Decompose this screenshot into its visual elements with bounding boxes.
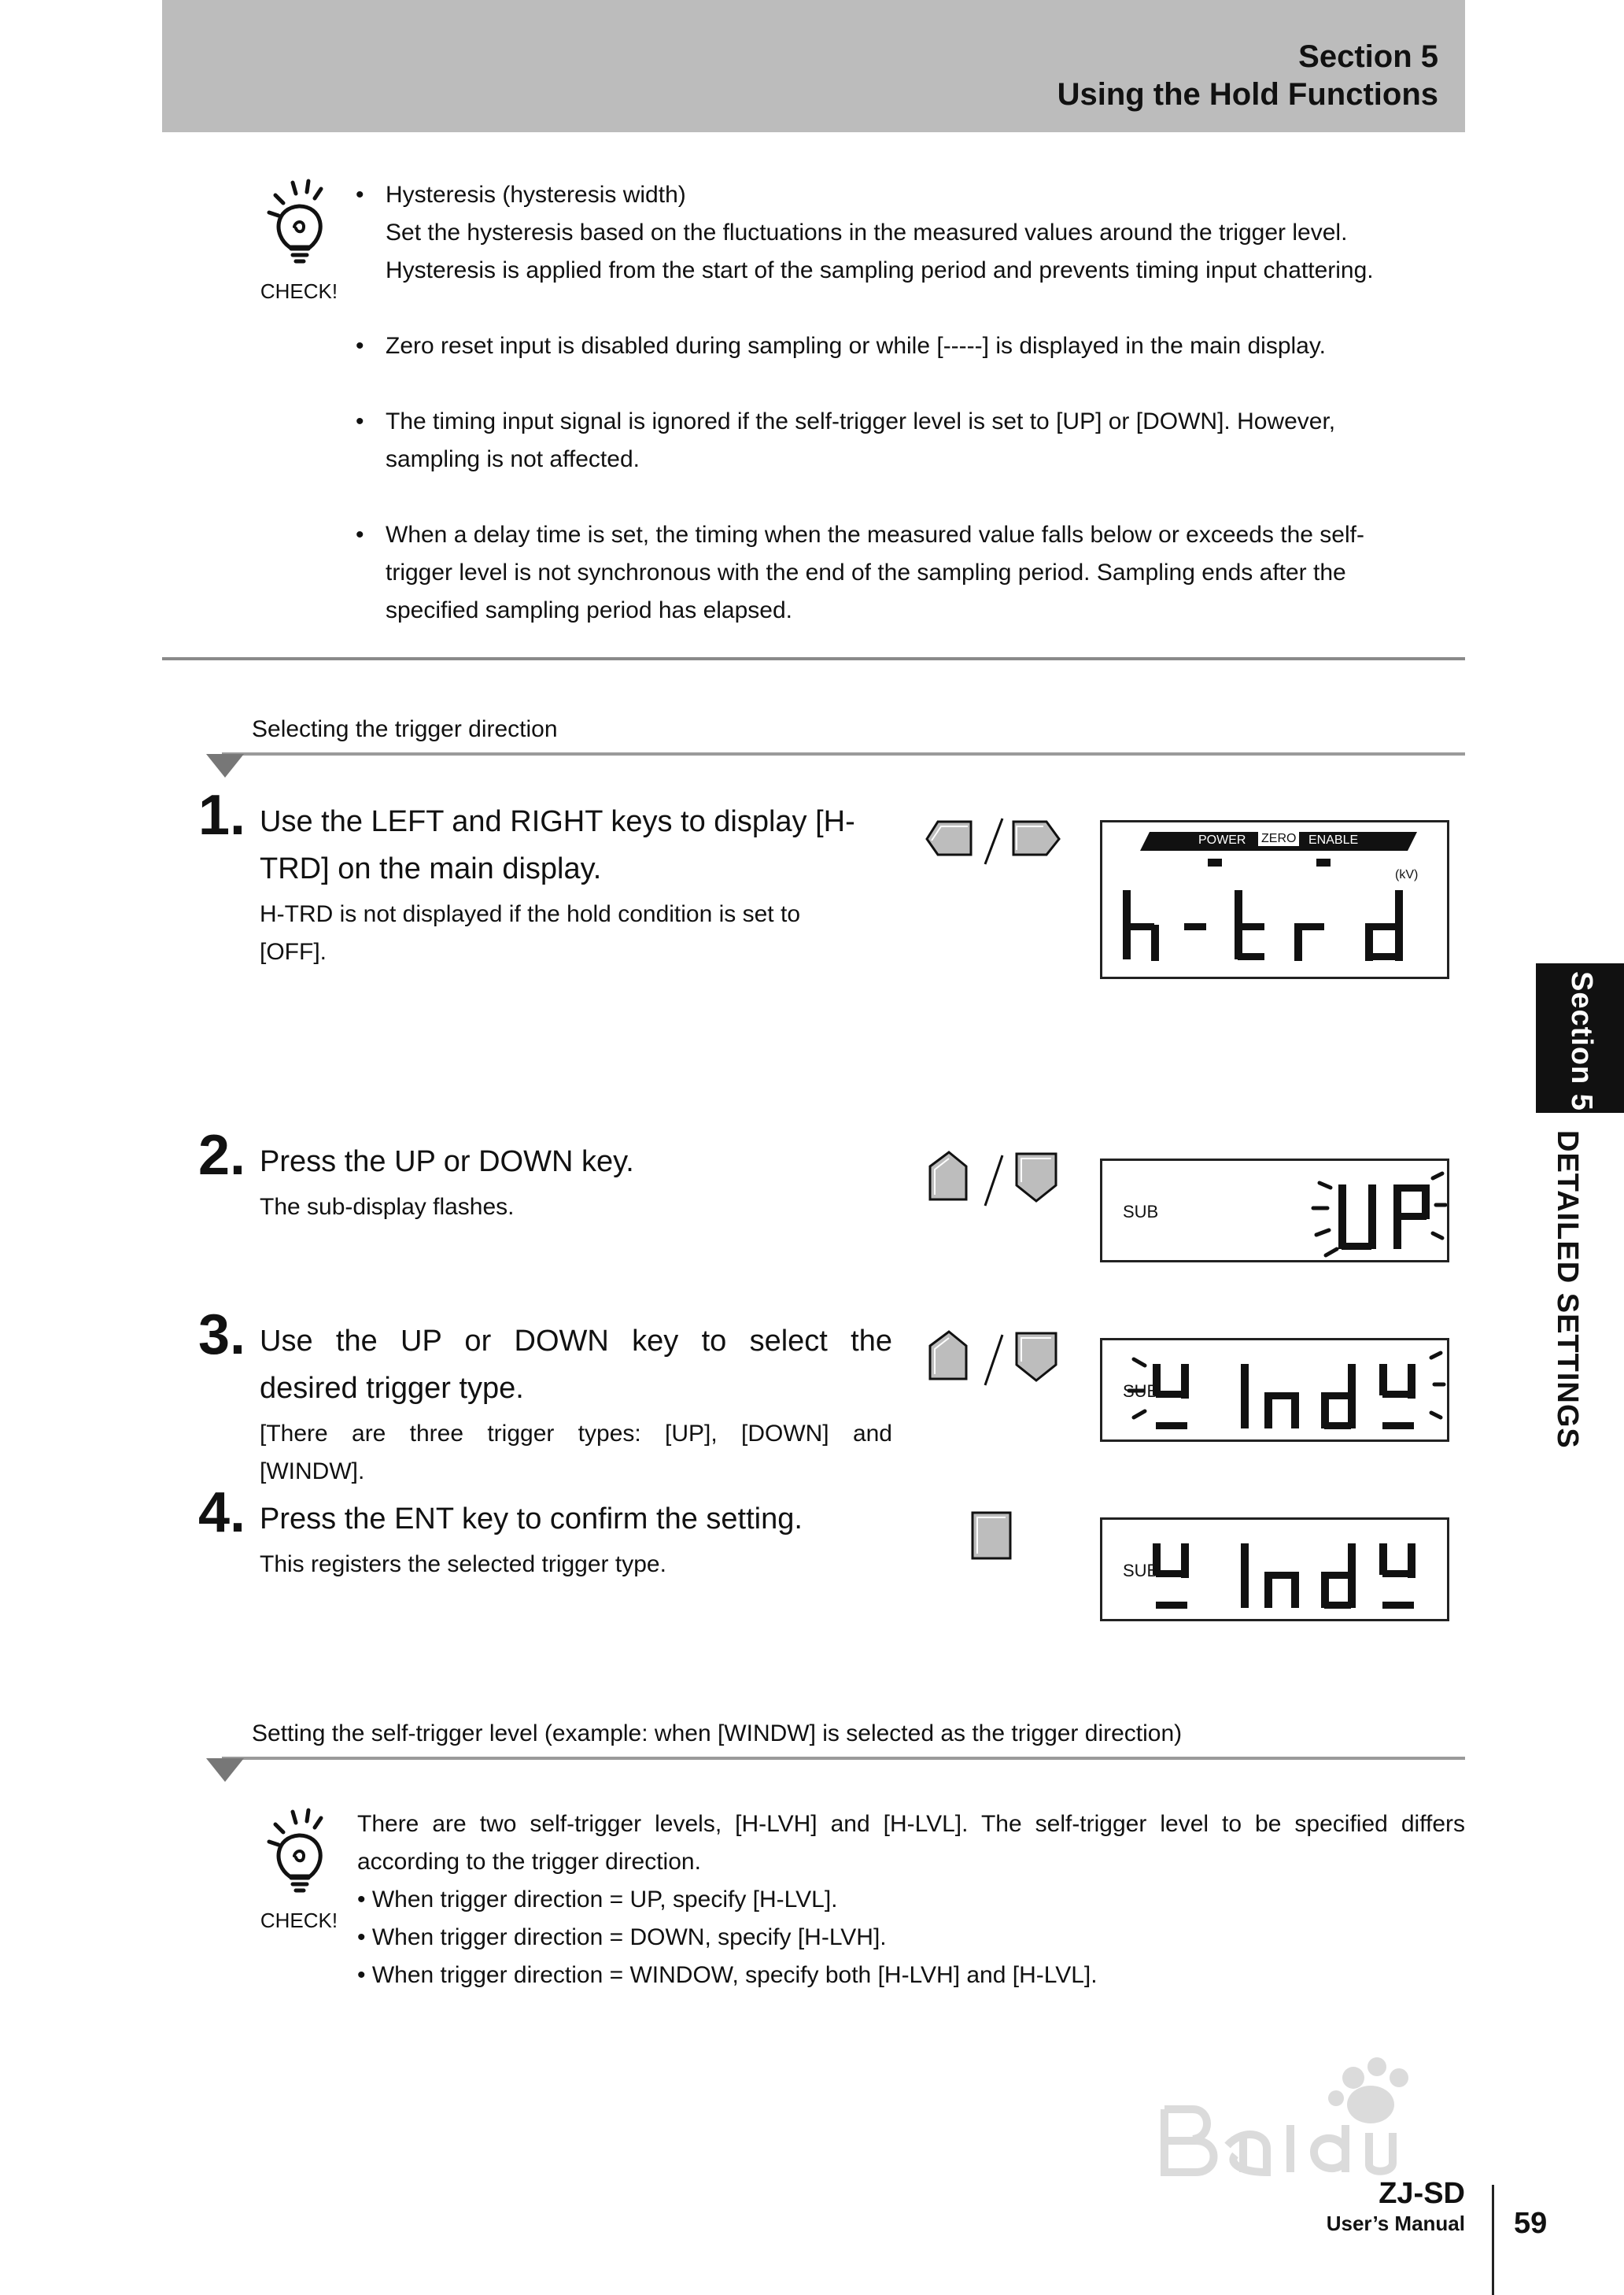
subsection-rule xyxy=(222,1757,1465,1760)
header-title: Using the Hold Functions xyxy=(1057,77,1438,112)
slash-separator xyxy=(985,1155,1002,1206)
step-line: Use the UP or DOWN key to select the xyxy=(260,1325,892,1358)
step-line: This registers the selected trigger type. xyxy=(260,1551,666,1577)
seven-seg-readout xyxy=(1153,1543,1415,1609)
footer-divider xyxy=(1492,2185,1494,2295)
step-instruction xyxy=(260,1138,892,1185)
check-note-2 xyxy=(357,1805,1465,1994)
step-line: desired trigger type. xyxy=(260,1372,524,1405)
footer-manual: User’s Manual xyxy=(1326,2212,1465,2235)
side-tab-section-label: Section 5 xyxy=(1565,971,1598,1111)
baidu-watermark-logo xyxy=(1149,2046,1542,2219)
step-line: [OFF]. xyxy=(260,939,327,965)
step-note xyxy=(260,1546,892,1584)
step-number: 3. xyxy=(198,1303,246,1366)
note-line: Zero reset input is disabled during sampling or while [-----] is displayed in the main display. xyxy=(386,333,1326,359)
power-indicator xyxy=(1208,859,1222,867)
step-instruction xyxy=(260,1318,892,1412)
note-item: • When a delay time is set, the timing when the measured value falls below or exceeds the self- trigger level is not synchronous with the end of the sampling period. Sampling ends after the specified sampling period has elapsed. xyxy=(356,516,1463,630)
step-number: 4. xyxy=(198,1481,246,1544)
note-item: • Hysteresis (hysteresis width) Set the hysteresis based on the fluctuations in the measured values around the trigger level. Hysteresis is applied from the start of the sampling period and prevents timing input chattering. xyxy=(356,176,1463,290)
unit-label: (kV) xyxy=(1395,868,1419,881)
step-line: [There are three trigger types: [UP], [DOWN] and xyxy=(260,1421,892,1447)
step-4 xyxy=(260,1495,892,1584)
footer-model: ZJ-SD xyxy=(1379,2177,1465,2210)
subsection-title: Setting the self-trigger level (example: when [WINDW] is selected as the trigger direction) xyxy=(252,1720,1183,1746)
step-note xyxy=(260,1415,892,1491)
step-line: H-TRD is not displayed if the hold condition is set to xyxy=(260,901,800,927)
enable-indicator xyxy=(1316,859,1331,867)
check-line: • When trigger direction = UP, specify [H-LVL]. xyxy=(357,1887,838,1913)
slash-separator xyxy=(985,819,1002,864)
note-line: specified sampling period has elapsed. xyxy=(386,597,792,623)
step-number: 2. xyxy=(198,1124,246,1187)
slash-separator xyxy=(985,1335,1002,1385)
down-key-icon[interactable] xyxy=(1017,1333,1056,1380)
up-key-icon[interactable] xyxy=(930,1332,966,1379)
notes-list xyxy=(356,176,1463,667)
power-label: POWER xyxy=(1198,833,1246,847)
step-line: [WINDW]. xyxy=(260,1458,365,1484)
right-key-icon[interactable] xyxy=(1013,822,1059,855)
note-line: Hysteresis is applied from the start of the sampling period and prevents timing input chattering. xyxy=(386,257,1374,283)
flash-marks xyxy=(1129,1353,1444,1417)
check-line: according to the trigger direction. xyxy=(357,1849,701,1875)
up-down-keys xyxy=(925,1329,1067,1391)
check-line: There are two self-trigger levels, [H-LVH] and [H-LVL]. The self-trigger level to be specified differs xyxy=(357,1811,1465,1837)
check-line: • When trigger direction = WINDOW, specify both [H-LVH] and [H-LVL]. xyxy=(357,1962,1098,1988)
note-line: trigger level is not synchronous with the end of the sampling period. Sampling ends after the xyxy=(386,560,1346,586)
sub-display-windw-flashing xyxy=(1100,1338,1449,1442)
step-1 xyxy=(260,798,892,971)
check-label: CHECK! xyxy=(260,1909,338,1932)
step-number: 1. xyxy=(198,784,246,847)
check-block-2 xyxy=(252,1807,346,1933)
enable-label: ENABLE xyxy=(1308,833,1359,847)
down-key-icon[interactable] xyxy=(1017,1154,1056,1201)
triangle-marker-icon xyxy=(206,754,244,778)
seven-seg-readout xyxy=(1338,1184,1430,1250)
left-key-icon[interactable] xyxy=(927,822,971,855)
sub-display-up xyxy=(1100,1159,1449,1262)
step-note xyxy=(260,1188,892,1226)
section-divider xyxy=(162,657,1465,660)
step-line: Press the UP or DOWN key. xyxy=(260,1145,634,1178)
step-3 xyxy=(260,1318,892,1491)
up-key-icon[interactable] xyxy=(930,1152,966,1199)
main-display-h-trd xyxy=(1100,820,1449,979)
lightbulb-check-icon xyxy=(252,178,346,272)
ent-key-icon[interactable] xyxy=(969,1510,1013,1561)
sub-label: SUB xyxy=(1123,1381,1159,1401)
subsection-title: Selecting the trigger direction xyxy=(252,716,558,742)
left-right-keys xyxy=(924,815,1065,870)
sub-display-windw xyxy=(1100,1517,1449,1621)
check-line: • When trigger direction = DOWN, specify [H-LVH]. xyxy=(357,1924,887,1950)
step-line: The sub-display flashes. xyxy=(260,1194,515,1220)
check-label: CHECK! xyxy=(260,279,338,303)
note-line: The timing input signal is ignored if the self-trigger level is set to [UP] or [DOWN]. However, xyxy=(386,408,1336,434)
step-note xyxy=(260,896,892,971)
note-line: Hysteresis (hysteresis width) xyxy=(386,182,686,208)
step-line: Use the LEFT and RIGHT keys to display [H- xyxy=(260,805,855,838)
zero-label: ZERO xyxy=(1258,832,1299,846)
step-line: TRD] on the main display. xyxy=(260,852,602,885)
triangle-marker-icon xyxy=(206,1758,244,1782)
side-tab-section xyxy=(1536,963,1624,1113)
note-item: • Zero reset input is disabled during sampling or while [-----] is displayed in the main display. xyxy=(356,327,1463,365)
sub-label: SUB xyxy=(1123,1561,1159,1580)
header-section: Section 5 xyxy=(1298,39,1438,74)
side-tab-title: DETAILED SETTINGS xyxy=(1551,1130,1584,1449)
page-number: 59 xyxy=(1514,2207,1548,2240)
step-line: Press the ENT key to confirm the setting. xyxy=(260,1502,803,1536)
up-down-keys xyxy=(925,1149,1067,1212)
step-2 xyxy=(260,1138,892,1226)
note-line: sampling is not affected. xyxy=(386,446,640,472)
step-instruction xyxy=(260,798,892,893)
lightbulb-check-icon xyxy=(252,1807,346,1901)
subsection-rule xyxy=(222,752,1465,756)
note-line: When a delay time is set, the timing when the measured value falls below or exceeds the self- xyxy=(386,522,1364,548)
step-instruction xyxy=(260,1495,892,1543)
seven-seg-readout xyxy=(1123,890,1403,961)
sub-label: SUB xyxy=(1123,1202,1159,1221)
note-line: Set the hysteresis based on the fluctuations in the measured values around the trigger level. xyxy=(386,220,1348,246)
seven-seg-readout xyxy=(1153,1364,1415,1429)
note-item: • The timing input signal is ignored if the self-trigger level is set to [UP] or [DOWN]. However, sampling is not affected. xyxy=(356,403,1463,479)
check-block-1 xyxy=(252,178,346,304)
